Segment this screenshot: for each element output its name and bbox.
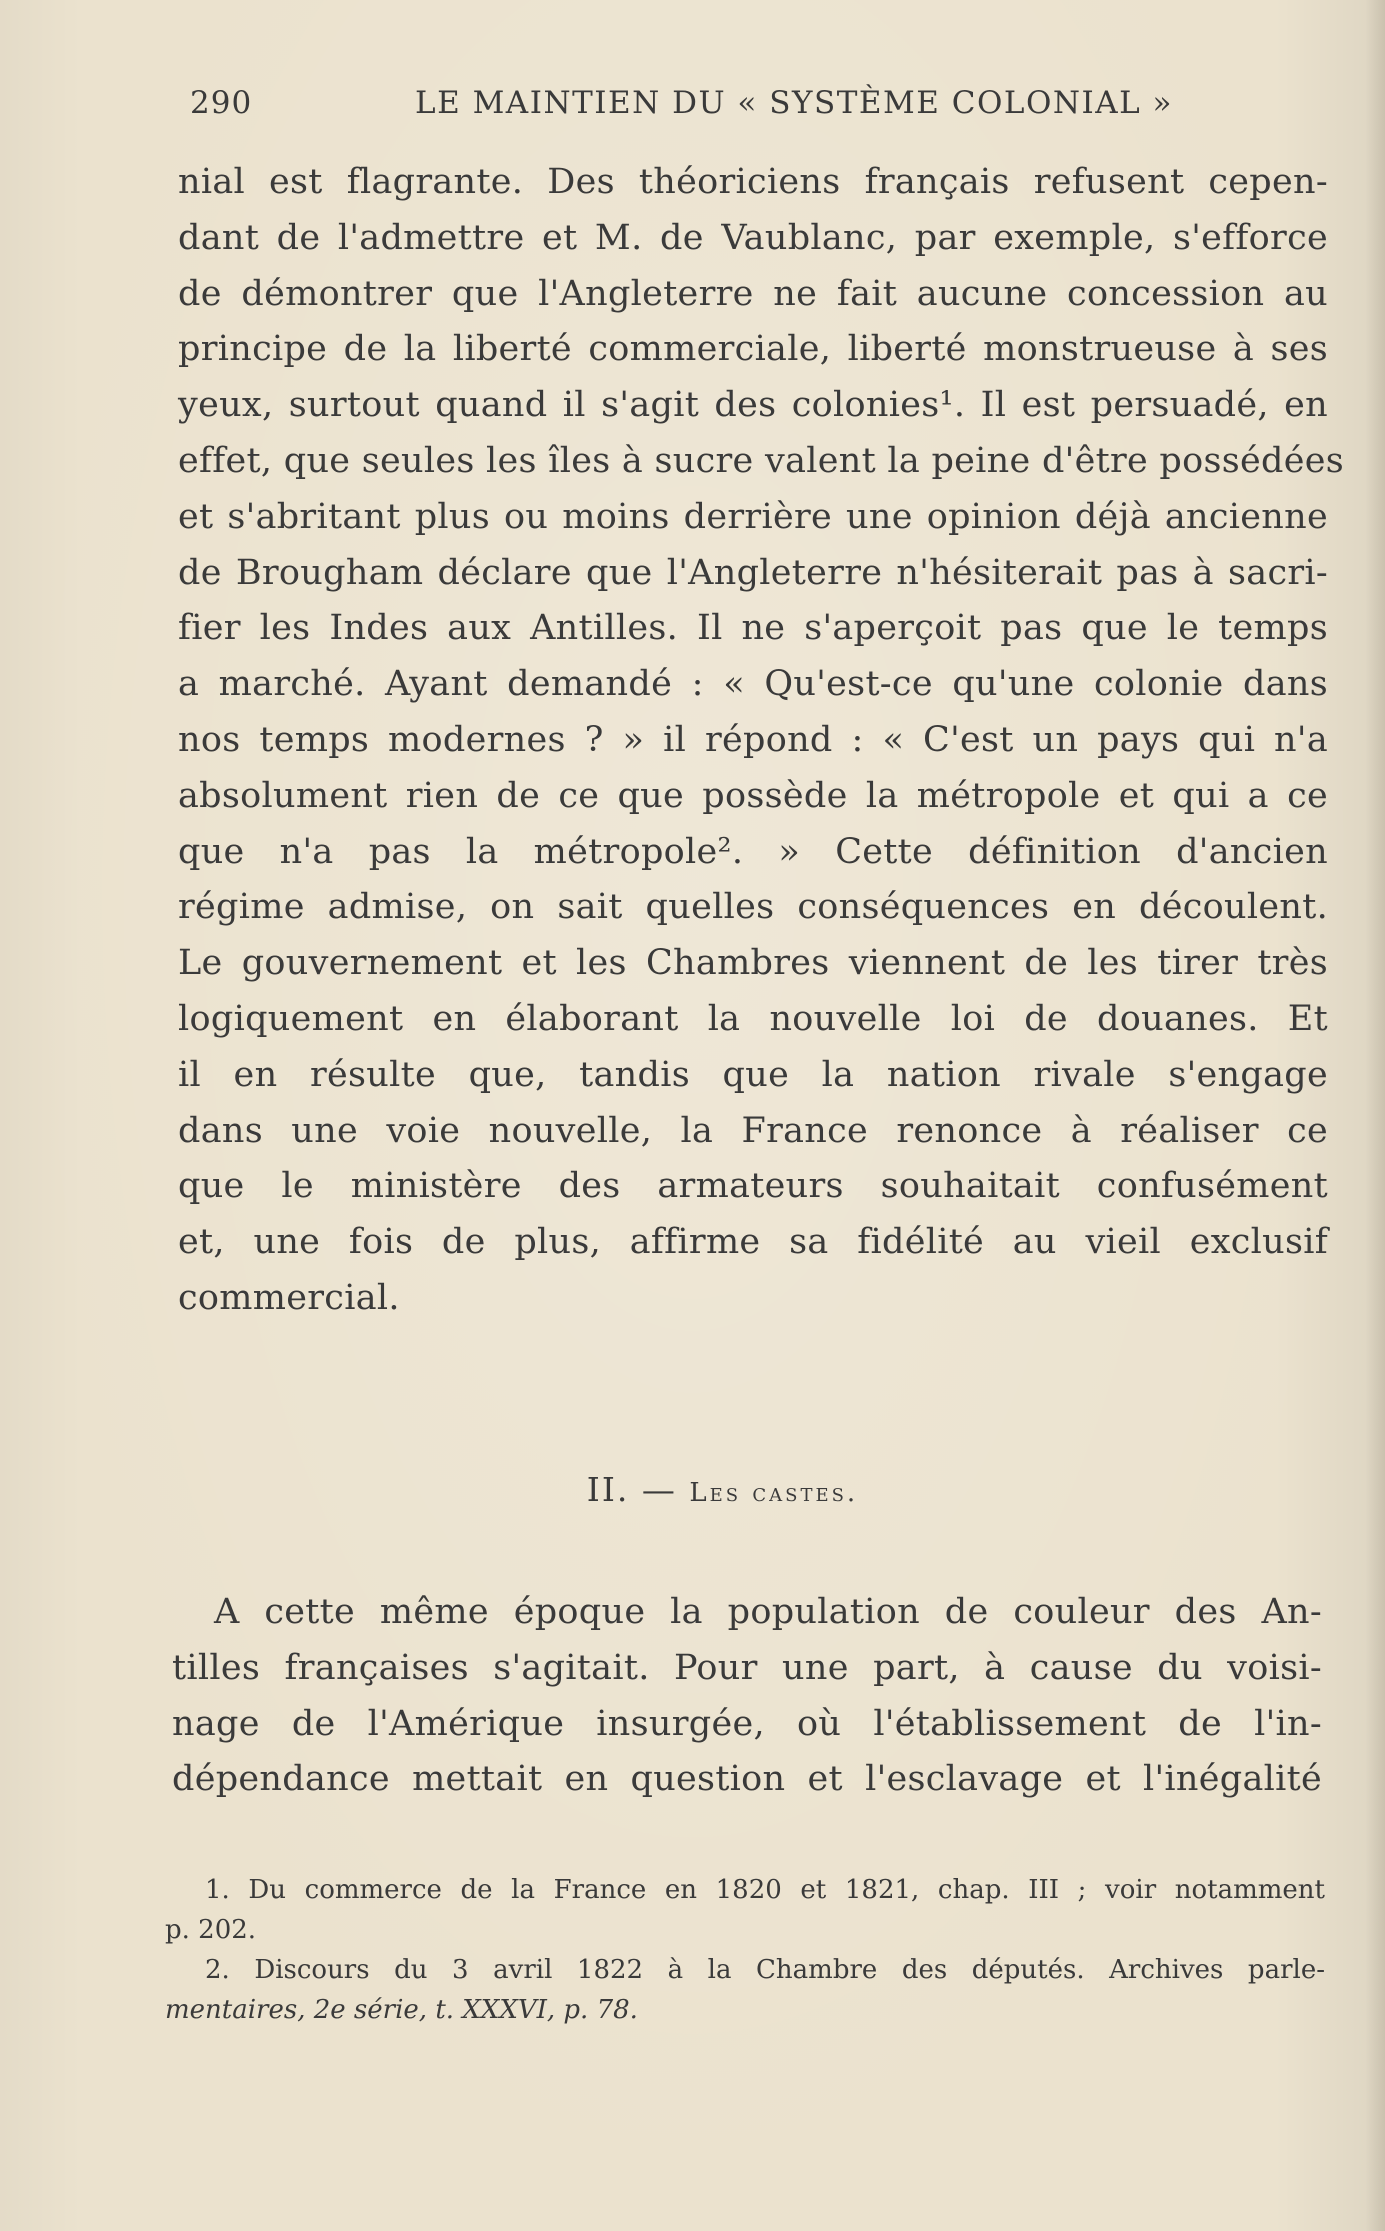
text-line: régime admise, on sait quelles conséquences en découlent.	[178, 887, 1328, 928]
text-line: que n'a pas la métropole². » Cette définition d'ancien	[178, 831, 1328, 872]
text-line: nial est flagrante. Des théoriciens français refusent cepen-	[178, 162, 1328, 202]
text-line: tilles françaises s'agitait. Pour une part, à cause du voisi-	[172, 1647, 1322, 1688]
text-line: de Brougham déclare que l'Angleterre n'hésiterait pas à sacri-	[178, 552, 1328, 593]
text-line: A cette même époque la population de couleur des An-	[214, 1592, 1322, 1632]
text-line: il en résulte que, tandis que la nation rivale s'engage	[178, 1054, 1328, 1095]
paragraph-2	[172, 1585, 1322, 1808]
page-number: 290	[190, 85, 253, 121]
text-line: principe de la liberté commerciale, liberté monstrueuse à ses	[178, 329, 1328, 370]
text-line: de démontrer que l'Angleterre ne fait aucune concession au	[178, 273, 1328, 314]
text-line: que le ministère des armateurs souhaitait confusément	[178, 1166, 1328, 1207]
text-line: dépendance mettait en question et l'esclavage et l'inégalité	[172, 1759, 1322, 1800]
text-line: dans une voie nouvelle, la France renonce à réaliser ce	[178, 1110, 1328, 1151]
section-heading	[0, 1470, 1385, 1509]
text-line: absolument rien de ce que possède la métropole et qui a ce	[178, 775, 1328, 816]
text-line: et s'abritant plus ou moins derrière une opinion déjà ancienne	[178, 496, 1328, 537]
text-line: dant de l'admettre et M. de Vaublanc, par exemple, s'efforce	[178, 217, 1328, 258]
paragraph-1	[178, 155, 1345, 1327]
text-line: yeux, surtout quand il s'agit des colonies¹. Il est persuadé, en	[178, 385, 1328, 426]
footnote-1: 1. Du commerce de la France en 1820 et 1821, chap. III ; voir notamment	[205, 1875, 1325, 1905]
text-line: a marché. Ayant demandé : « Qu'est-ce qu'une colonie dans	[178, 664, 1328, 705]
section-dash: —	[641, 1470, 677, 1509]
footnote-1-continued: p. 202.	[165, 1915, 257, 1945]
section-number: II.	[586, 1470, 630, 1509]
text-line: logiquement en élaborant la nouvelle loi de douanes. Et	[178, 998, 1328, 1039]
footnote-2-continued: mentaires, 2e série, t. XXXVI, p. 78.	[165, 1995, 638, 2025]
footnotes	[165, 1870, 1325, 2030]
text-line: nos temps modernes ? » il répond : « C'est un pays qui n'a	[178, 719, 1328, 760]
page-edge-shadow	[1365, 0, 1385, 2231]
text-line: nage de l'Amérique insurgée, où l'établissement de l'in-	[172, 1703, 1322, 1744]
running-header	[190, 85, 1335, 129]
text-line: effet, que seules les îles à sucre valent la peine d'être possédées	[178, 440, 1345, 481]
section-title: Les castes.	[689, 1478, 859, 1508]
footnote-2: 2. Discours du 3 avril 1822 à la Chambre des députés. Archives parle-	[205, 1955, 1325, 1985]
text-line: commercial.	[178, 1277, 400, 1318]
text-line: fier les Indes aux Antilles. Il ne s'aperçoit pas que le temps	[178, 608, 1328, 649]
text-line: Le gouvernement et les Chambres viennent de les tirer très	[178, 943, 1328, 984]
running-title: LE MAINTIEN DU « SYSTÈME COLONIAL »	[415, 85, 1174, 121]
text-line: et, une fois de plus, affirme sa fidélité au vieil exclusif	[178, 1222, 1328, 1263]
